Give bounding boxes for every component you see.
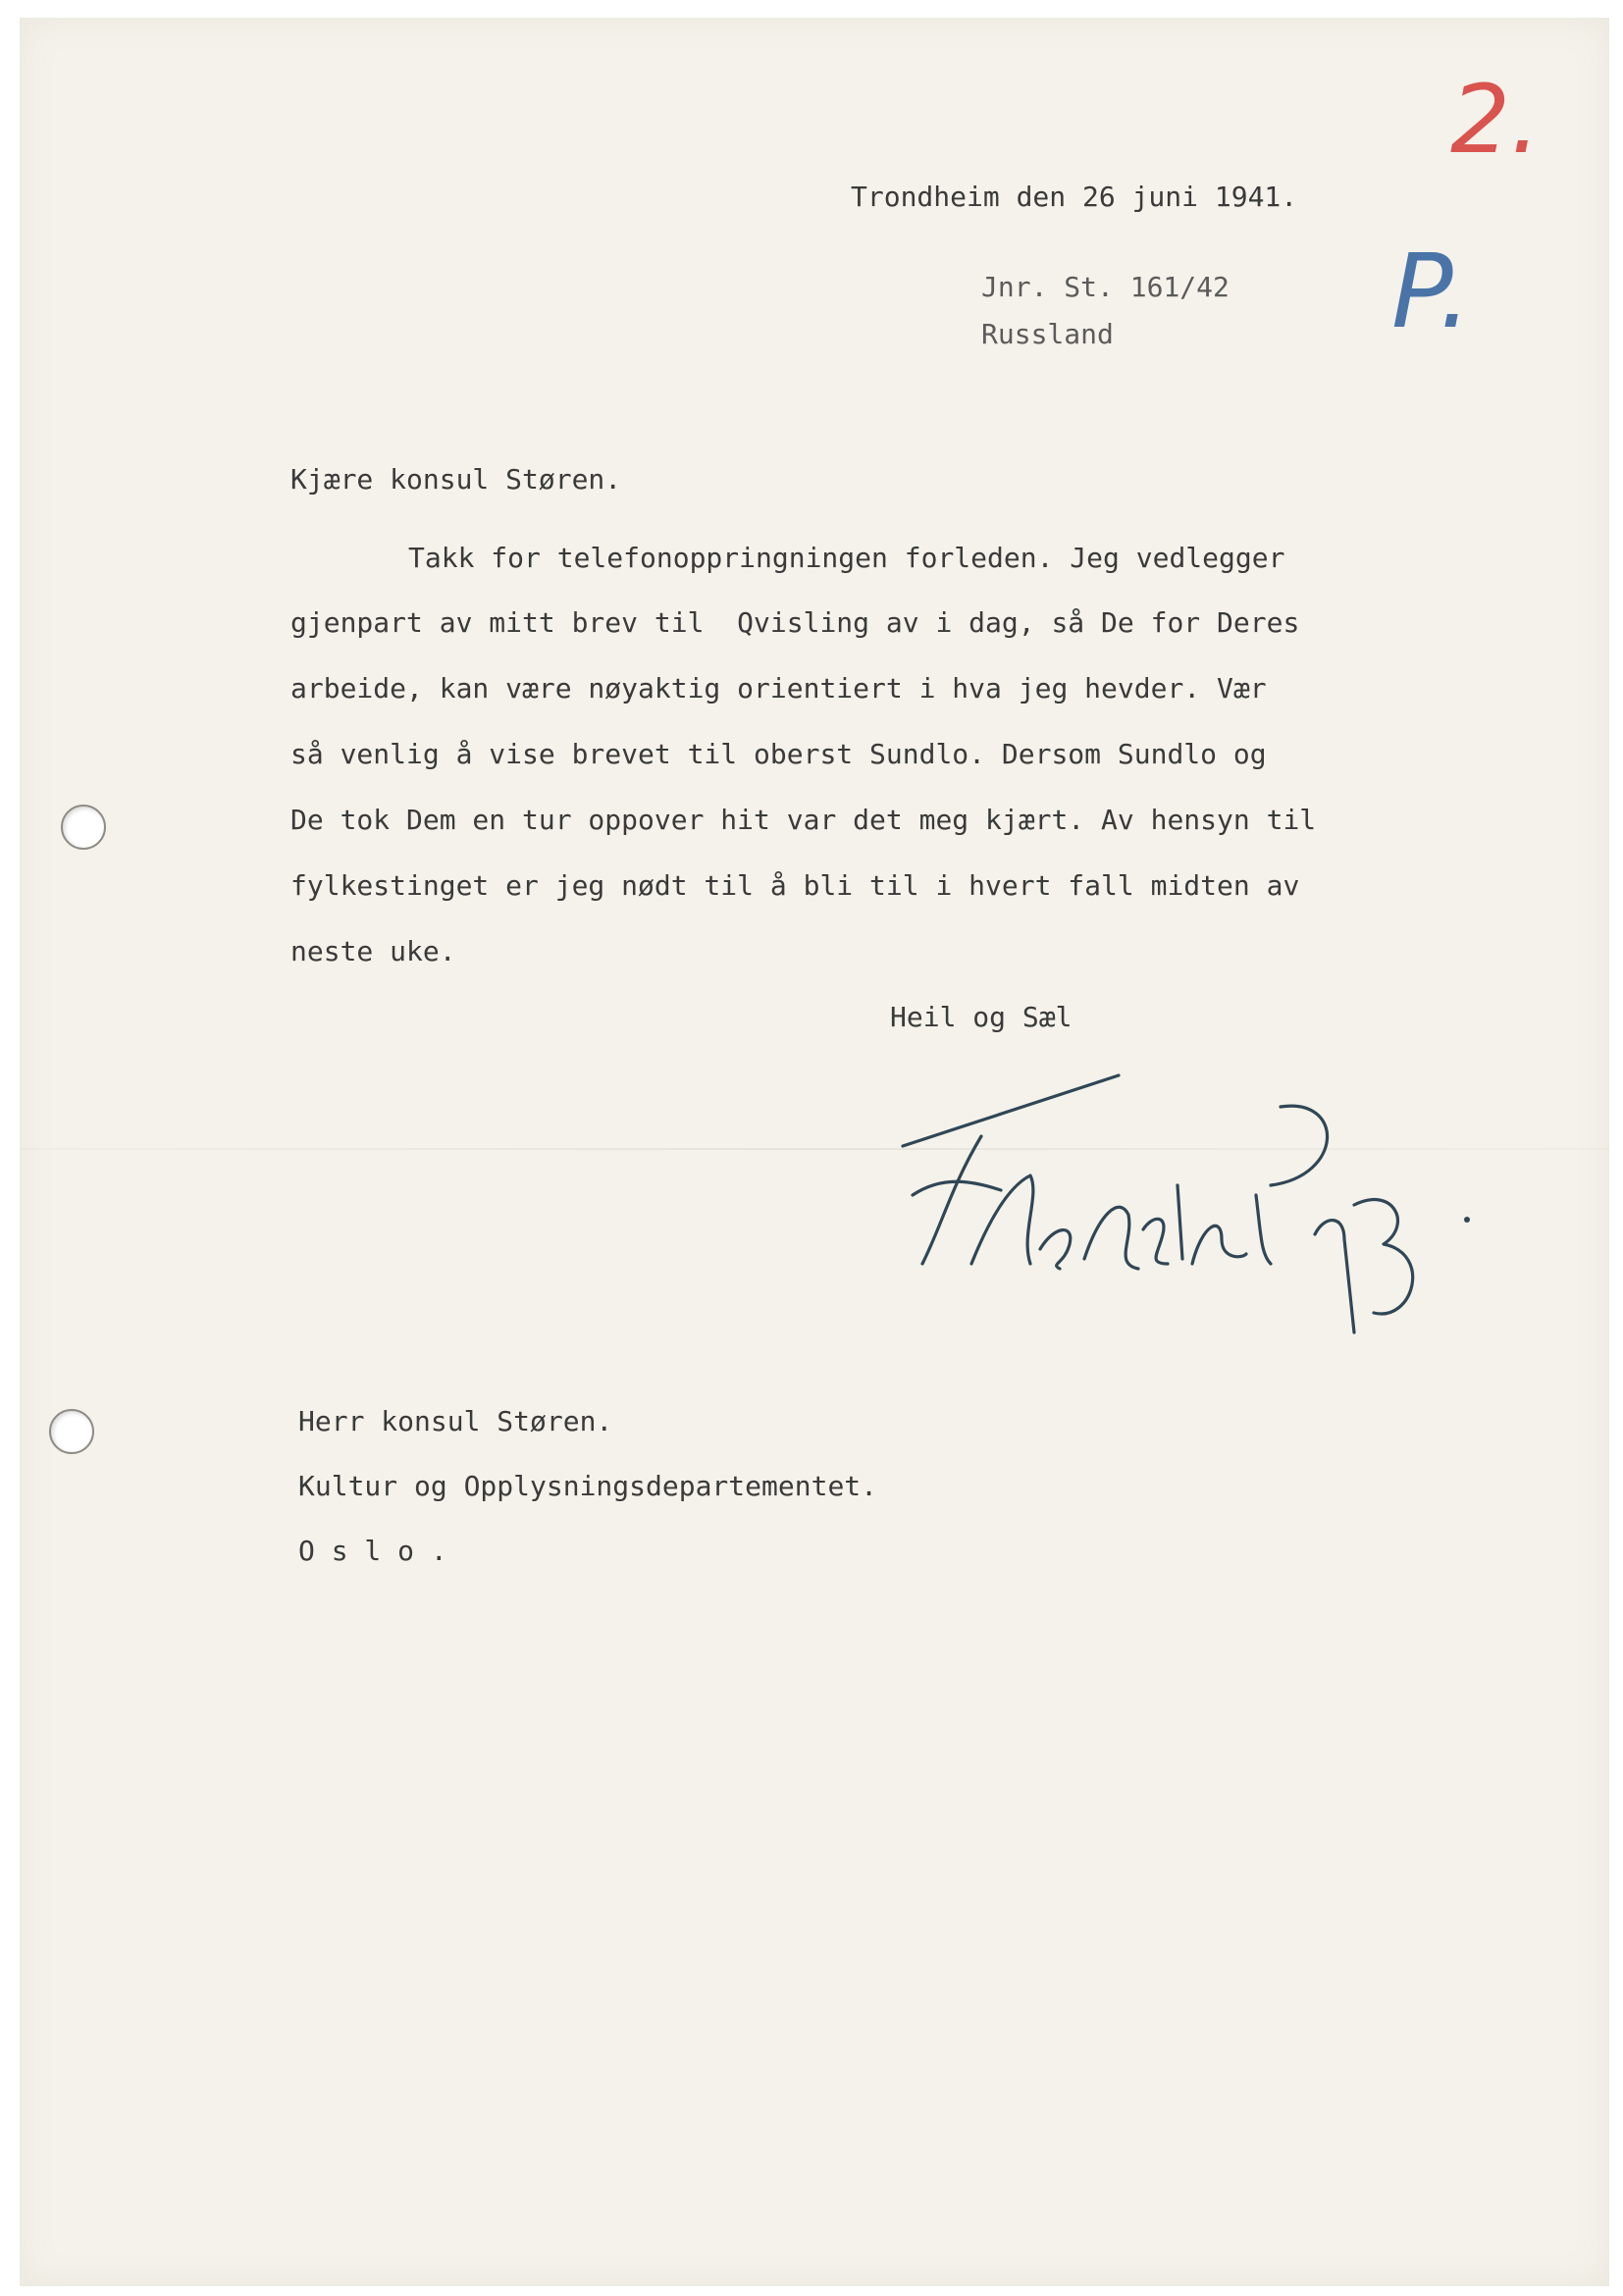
body-line-3: arbeide, kan være nøyaktig orientiert i hva jeg hevder. Vær [290,672,1267,704]
body-line-5: De tok Dem en tur oppover hit var det meg kjært. Av hensyn til [290,804,1317,836]
punch-hole-lower [49,1409,94,1454]
body-line-2: gjenpart av mitt brev til Qvisling av i dag, så De for Deres [290,606,1300,639]
place-date: Trondheim den 26 juni 1941. [851,181,1298,213]
subject-line: Russland [981,318,1114,350]
salutation: Kjære konsul Støren. [290,463,622,496]
body-line-1: Takk for telefonoppringningen forleden. Jeg vedlegger [408,542,1285,574]
page-number-annotation: 2. [1450,65,1541,175]
recipient-line-1: Herr konsul Støren. [298,1405,613,1437]
body-line-7: neste uke. [290,935,456,967]
closing: Heil og Sæl [890,1001,1073,1033]
recipient-line-2: Kultur og Opplysningsdepartementet. [298,1470,878,1502]
journal-reference: Jnr. St. 161/42 [981,271,1230,303]
body-line-4: så venlig å vise brevet til oberst Sundlo. Dersom Sundlo og [290,738,1267,770]
initial-annotation: P. [1391,232,1472,351]
letter-page [20,18,1609,2286]
signature [883,1068,1492,1342]
punch-hole-upper [61,805,106,850]
recipient-line-3: O s l o . [298,1535,447,1567]
body-line-6: fylkestinget er jeg nødt til å bli til i hvert fall midten av [290,869,1300,902]
